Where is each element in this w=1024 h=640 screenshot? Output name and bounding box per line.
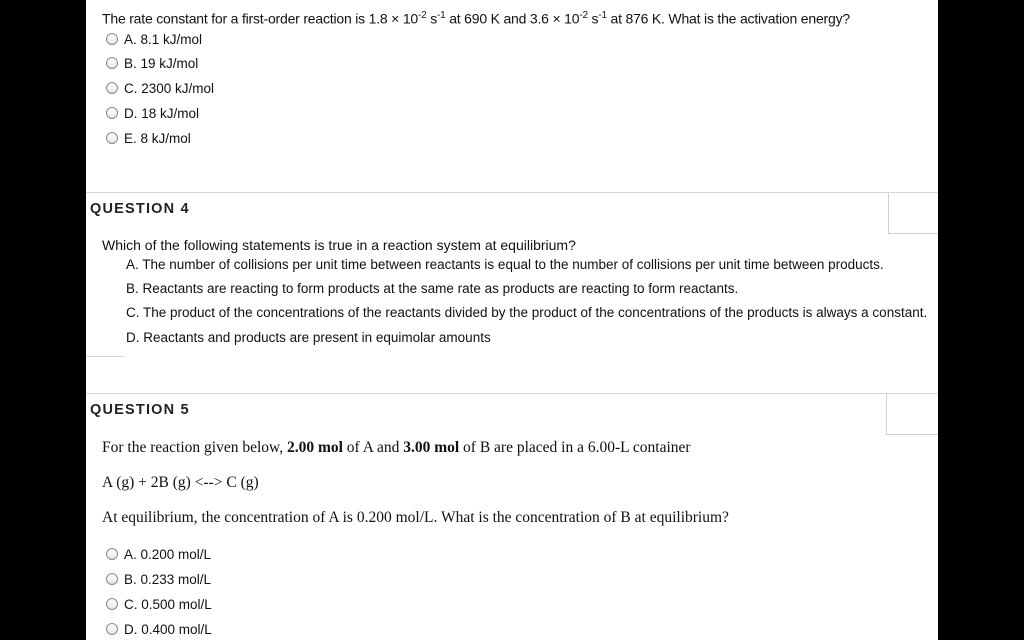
question-divider: [86, 393, 938, 394]
question-5-header: QUESTION 5: [90, 402, 190, 418]
question-5-option-d[interactable]: [106, 619, 212, 639]
option-label: C. 2300 kJ/mol: [124, 80, 215, 96]
quiz-page: [86, 0, 938, 640]
question-3-option-d[interactable]: [106, 103, 199, 123]
question-5-equilibrium-text: At equilibrium, the concentration of A is 0.200 mol/L. What is the concentration of B at equilibrium?: [102, 509, 729, 526]
question-4-option-c[interactable]: C. The product of the concentrations of the reactants divided by the product of the concentrations of the products is always a constant.: [126, 305, 928, 320]
question-4-option-a[interactable]: A. The number of collisions per unit time between reactants is equal to the number of collisions per unit time between products.: [126, 257, 884, 272]
radio-button[interactable]: [106, 107, 118, 119]
radio-button[interactable]: [106, 82, 118, 94]
option-label: B. 0.233 mol/L: [124, 571, 212, 587]
option-label: A. 0.200 mol/L: [124, 546, 212, 562]
option-label: D. 18 kJ/mol: [124, 105, 200, 121]
question-4-stem: Which of the following statements is true in a reaction system at equilibrium?: [102, 237, 576, 253]
radio-button[interactable]: [106, 33, 118, 45]
question-4-points-box: [888, 193, 938, 234]
radio-button[interactable]: [106, 598, 118, 610]
option-label: E. 8 kJ/mol: [124, 130, 191, 146]
question-5-equation: A (g) + 2B (g) <--> C (g): [102, 474, 259, 491]
radio-button[interactable]: [106, 548, 118, 560]
question-3-option-a[interactable]: [106, 29, 202, 49]
question-4-option-d[interactable]: D. Reactants and products are present in equimolar amounts: [126, 330, 491, 345]
question-5-option-a[interactable]: [106, 544, 211, 564]
radio-button[interactable]: [106, 132, 118, 144]
question-divider: [86, 192, 938, 193]
question-5-option-b[interactable]: [106, 569, 211, 589]
question-4-header: QUESTION 4: [90, 201, 190, 217]
radio-button[interactable]: [106, 623, 118, 635]
question-5-stem: For the reaction given below, 2.00 mol of A and 3.00 mol of B are placed in a 6.00-L container: [102, 439, 691, 456]
question-3-option-e[interactable]: [106, 128, 191, 148]
question-5-option-c[interactable]: [106, 594, 212, 614]
question-4-option-b[interactable]: B. Reactants are reacting to form products at the same rate as products are reacting to form reactants.: [126, 281, 739, 296]
option-label: D. 0.400 mol/L: [124, 621, 212, 637]
option-label: C. 0.500 mol/L: [124, 596, 212, 612]
radio-button[interactable]: [106, 573, 118, 585]
radio-button[interactable]: [106, 57, 118, 69]
question-3-option-c[interactable]: [106, 78, 214, 98]
option-label: A. 8.1 kJ/mol: [124, 31, 203, 47]
question-3-stem: The rate constant for a first-order reaction is $1.8 \times 10^{-2}$ $s^{-1}$ at 690 K and $3.6 \times 10^{-2}$ $s^{-1}$ at 876 K. What is the activation energy?: [102, 10, 850, 27]
question-5-points-box: [886, 394, 938, 435]
option-label: B. 19 kJ/mol: [124, 55, 199, 71]
question-3-option-b[interactable]: [106, 53, 198, 73]
